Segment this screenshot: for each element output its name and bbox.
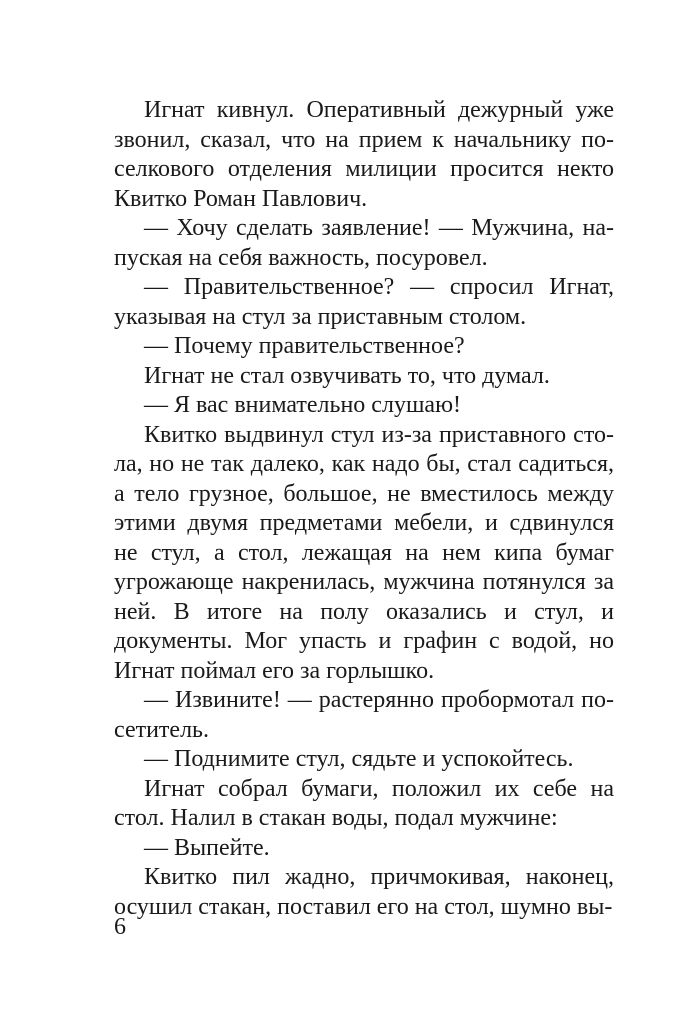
paragraph: — Хочу сделать заявление! — Мужчина, напуская на себя важность, посуровел.	[114, 215, 614, 271]
paragraph: Квитко пил жадно, причмокивая, наконец, осушил стакан, поставил его на стол, шумно вы-	[114, 864, 614, 920]
paragraph: Игнат не стал озвучивать то, что думал.	[144, 362, 550, 389]
body-text	[114, 96, 614, 922]
paragraph: — Извините! — растерянно пробормотал посетитель.	[114, 687, 614, 743]
paragraph: Квитко выдвинул стул из-за приставного стола, но не так далеко, как надо бы, стал садиться, а тело грузное, большое, не вместилось между этими двумя предметами мебели, и сдвинулся не стул, а стол, лежащая на нем кипа бумаг угрожающе накренилась, мужчина потянулся за ней. В итоге на полу оказались и стул, и документы. Мог упасть и графин с водой, но Игнат поймал его за горлышко.	[114, 421, 614, 684]
paragraph: Игнат кивнул. Оперативный дежурный уже звонил, сказал, что на прием к начальнику поселкового отделения милиции просится некто Квитко Роман Павлович.	[114, 97, 614, 212]
paragraph: — Выпейте.	[144, 834, 270, 861]
paragraph: — Почему правительственное?	[144, 333, 465, 359]
paragraph: — Поднимите стул, сядьте и успокойтесь.	[144, 746, 574, 772]
page-number: 6	[114, 914, 126, 940]
paragraph: — Правительственное? — спросил Игнат, указывая на стул за приставным столом.	[114, 274, 614, 330]
paragraph: Игнат собрал бумаги, положил их себе на стол. Налил в стакан воды, подал мужчине:	[114, 775, 614, 831]
paragraph: — Я вас внимательно слушаю!	[144, 392, 461, 418]
